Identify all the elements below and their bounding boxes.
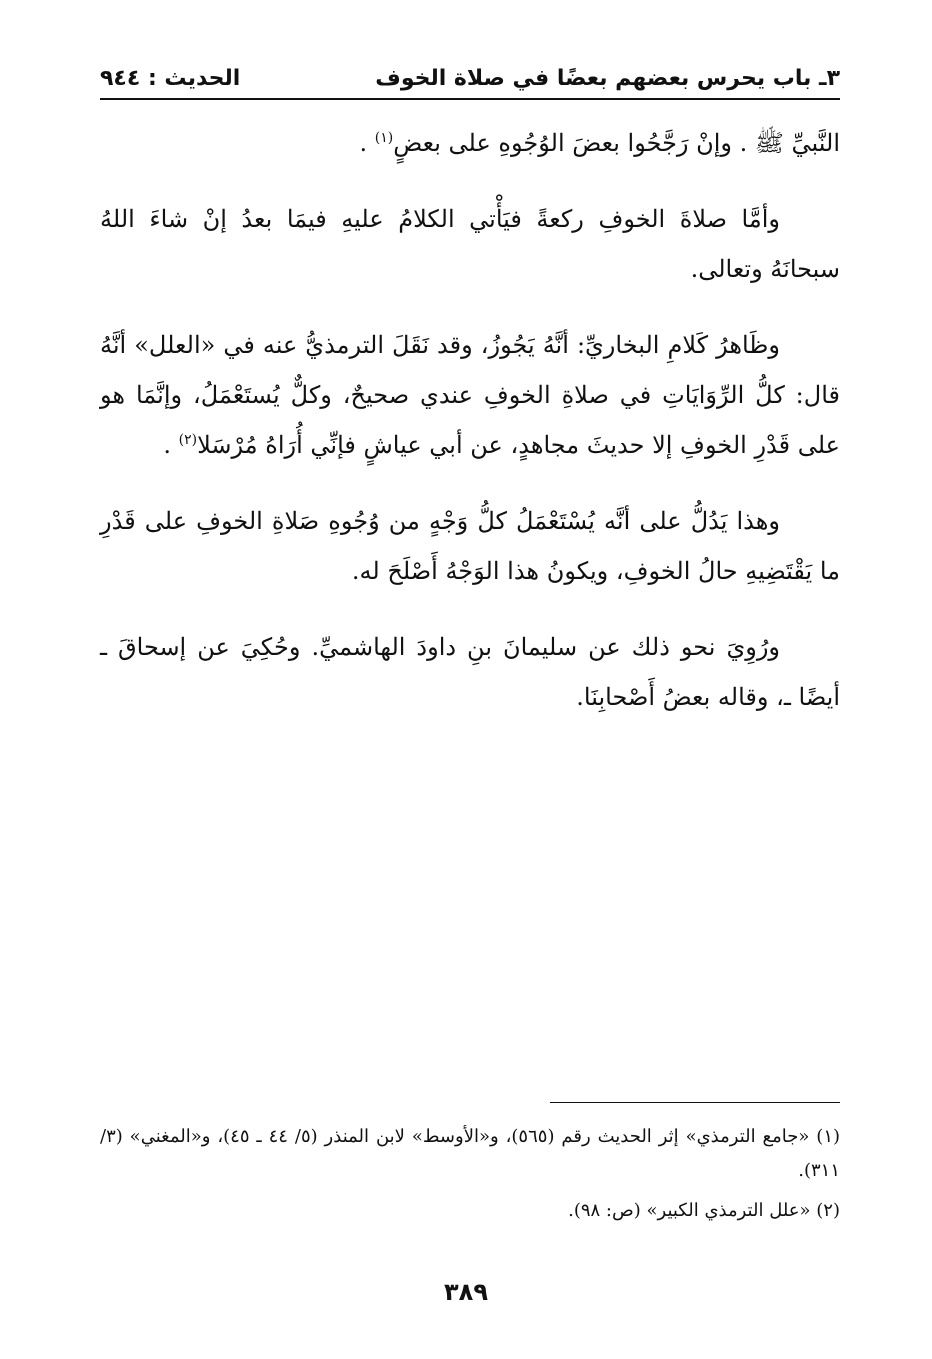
paragraph: وظَاهرُ كَلامِ البخاريِّ: أنَّهُ يَجُوزُ، وقد نَقَلَ الترمذيُّ عنه في «العلل» أنَّهُ قال: كلُّ الرِّوَايَاتِ في صلاةِ الخوفِ عندي صحيحٌ، وكلٌّ يُستَعْمَلُ، وإنَّمَا هو على قَدْرِ الخوفِ إلا حديثَ مجاهدٍ، عن أبي عياشٍ فإنِّي أُرَاهُ مُرْسَلا$^{(٢)}$ . — [100, 331, 840, 459]
paragraph: ورُوِيَ نحو ذلك عن سليمانَ بنِ داودَ الهاشميِّ. وحُكِيَ عن إسحاقَ ـ أيضًا ـ، وقاله بعضُ أَصْحابِنَا. — [100, 633, 840, 711]
page-number: ٣٨٩ — [444, 1278, 488, 1306]
main-text — [100, 118, 840, 748]
hadith-number: الحديث : ٩٤٤ — [100, 65, 241, 91]
paragraph: وأمَّا صلاةَ الخوفِ ركعةً فيَأْتي الكلامُ عليهِ فيمَا بعدُ إنْ شاءَ اللهُ سبحانَهُ وتعالى. — [100, 205, 840, 283]
chapter-title: ٣ـ باب يحرس بعضهم بعضًا في صلاة الخوف — [375, 65, 840, 91]
footnote: (١) «جامع الترمذي» إثر الحديث رقم (٥٦٥)، و«الأوسط» لابن المنذر (٥/ ٤٤ ـ ٤٥)، و«المغني» (٣/ ٣١١). — [100, 1126, 841, 1181]
footnote-divider — [550, 1102, 840, 1103]
paragraph: النَّبيِّ ﷺ . وإنْ رَجَّحُوا بعضَ الوُجُوهِ على بعضٍ$^{(١)}$ . — [359, 129, 840, 157]
footnote: (٢) «علل الترمذي الكبير» (ص: ٩٨). — [568, 1200, 840, 1221]
paragraph: وهذا يَدُلُّ على أنَّه يُسْتَعْمَلُ كلُّ وَجْهٍ من وُجُوهِ صَلاةِ الخوفِ على قَدْرِ ما يَقْتَضِيهِ حالُ الخوفِ، ويكونُ هذا الوَجْهُ أَصْلَحَ له. — [100, 507, 840, 585]
page-header — [100, 58, 840, 100]
footnote-ref: (١) — [374, 130, 394, 146]
footnote-ref: (٢) — [178, 432, 198, 448]
footnotes — [100, 1120, 840, 1234]
